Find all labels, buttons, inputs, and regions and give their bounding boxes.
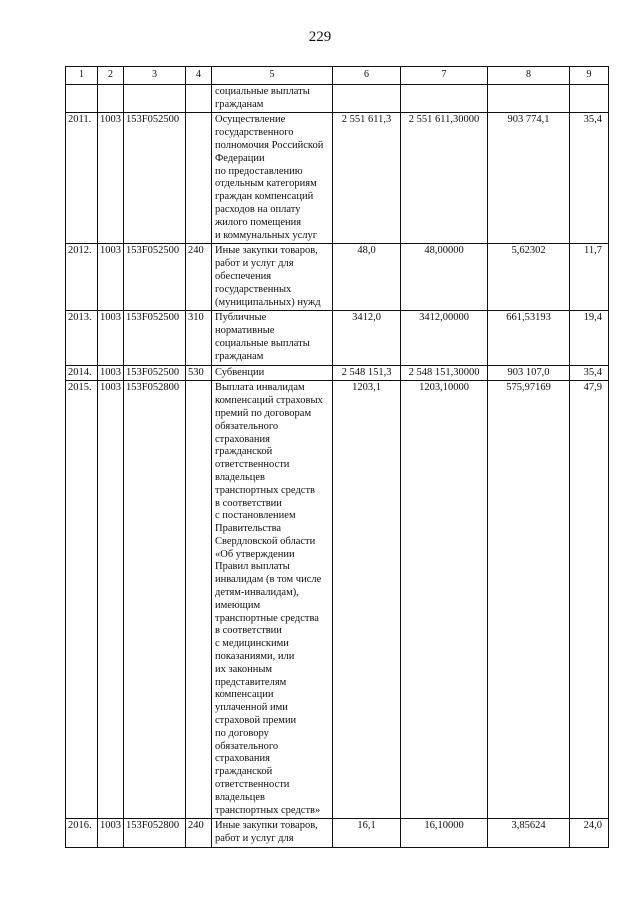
table-row [66, 819, 609, 848]
value-col6 [333, 84, 401, 113]
row-number: 2014. [66, 365, 98, 381]
value-col9: 24,0 [570, 819, 609, 848]
row-name: Выплата инвалидам компенсаций страховых премий по договорам обязательного страхования гражданской ответственности владельцев транспортных средств в соответствии с постановлением Правительства Свердловской области «Об утверждении Правил выплаты инвалидам (в том числе детям-инвалидам), имеющим транспортные средства в соответствии с медицинскими показаниями, или их законным представителям компенсации уплаченной ими страховой премии по договору обязательного страхования гражданской ответственности владельцев транспортных средств» [212, 381, 333, 819]
target-article-code: 153F052500 [124, 244, 186, 311]
column-header: 1 [66, 67, 98, 85]
value-col8: 661,53193 [488, 311, 570, 365]
section-code: 1003 [98, 381, 124, 819]
section-code: 1003 [98, 365, 124, 381]
row-name: Иные закупки товаров, работ и услуг для [212, 819, 333, 848]
expense-type-code: 530 [186, 365, 212, 381]
page-number: 229 [308, 29, 332, 45]
value-col7: 3412,00000 [401, 311, 488, 365]
table-row [66, 311, 609, 365]
column-header: 3 [124, 67, 186, 85]
target-article-code [124, 84, 186, 113]
row-name: Осуществление государственного полномочия Российской Федерации по предоставлению отдельным категориям граждан компенсаций расходов на оплату жилого помещения и коммунальных услуг [212, 113, 333, 244]
column-header: 9 [570, 67, 609, 85]
table-row [66, 84, 609, 113]
row-number: 2012. [66, 244, 98, 311]
value-col9: 35,4 [570, 113, 609, 244]
value-col8: 903 107,0 [488, 365, 570, 381]
value-col6: 48,0 [333, 244, 401, 311]
value-col6: 16,1 [333, 819, 401, 848]
value-col8: 903 774,1 [488, 113, 570, 244]
table-row [66, 244, 609, 311]
row-number: 2015. [66, 381, 98, 819]
target-article-code: 153F052800 [124, 381, 186, 819]
value-col9: 11,7 [570, 244, 609, 311]
value-col8: 5,62302 [488, 244, 570, 311]
value-col6: 2 551 611,3 [333, 113, 401, 244]
value-col8: 3,85624 [488, 819, 570, 848]
value-col9: 35,4 [570, 365, 609, 381]
expense-type-code [186, 84, 212, 113]
value-col9 [570, 84, 609, 113]
column-header: 5 [212, 67, 333, 85]
row-number: 2011. [66, 113, 98, 244]
value-col7: 48,00000 [401, 244, 488, 311]
section-code: 1003 [98, 113, 124, 244]
expense-type-code [186, 381, 212, 819]
column-header: 4 [186, 67, 212, 85]
table-row [66, 381, 609, 819]
column-header: 2 [98, 67, 124, 85]
value-col6: 2 548 151,3 [333, 365, 401, 381]
header-row [66, 67, 609, 85]
target-article-code: 153F052500 [124, 311, 186, 365]
target-article-code: 153F052500 [124, 113, 186, 244]
value-col7: 2 551 611,30000 [401, 113, 488, 244]
value-col8 [488, 84, 570, 113]
expense-type-code: 310 [186, 311, 212, 365]
value-col7: 2 548 151,30000 [401, 365, 488, 381]
value-col6: 3412,0 [333, 311, 401, 365]
section-code: 1003 [98, 311, 124, 365]
column-header: 8 [488, 67, 570, 85]
row-number: 2016. [66, 819, 98, 848]
target-article-code: 153F052500 [124, 365, 186, 381]
value-col8: 575,97169 [488, 381, 570, 819]
row-name: Иные закупки товаров, работ и услуг для обеспечения государственных (муниципальных) нужд [212, 244, 333, 311]
expense-type-code [186, 113, 212, 244]
column-header: 6 [333, 67, 401, 85]
value-col6: 1203,1 [333, 381, 401, 819]
section-code: 1003 [98, 244, 124, 311]
value-col9: 19,4 [570, 311, 609, 365]
section-code [98, 84, 124, 113]
section-code: 1003 [98, 819, 124, 848]
value-col9: 47,9 [570, 381, 609, 819]
row-name: Субвенции [212, 365, 333, 381]
table-row [66, 365, 609, 381]
row-name: социальные выплаты гражданам [212, 84, 333, 113]
table-row [66, 113, 609, 244]
expense-type-code: 240 [186, 244, 212, 311]
column-header: 7 [401, 67, 488, 85]
value-col7 [401, 84, 488, 113]
value-col7: 1203,10000 [401, 381, 488, 819]
expense-type-code: 240 [186, 819, 212, 848]
target-article-code: 153F052800 [124, 819, 186, 848]
row-number: 2013. [66, 311, 98, 365]
value-col7: 16,10000 [401, 819, 488, 848]
row-name: Публичные нормативные социальные выплаты гражданам [212, 311, 333, 365]
row-number [66, 84, 98, 113]
budget-table [65, 66, 609, 848]
